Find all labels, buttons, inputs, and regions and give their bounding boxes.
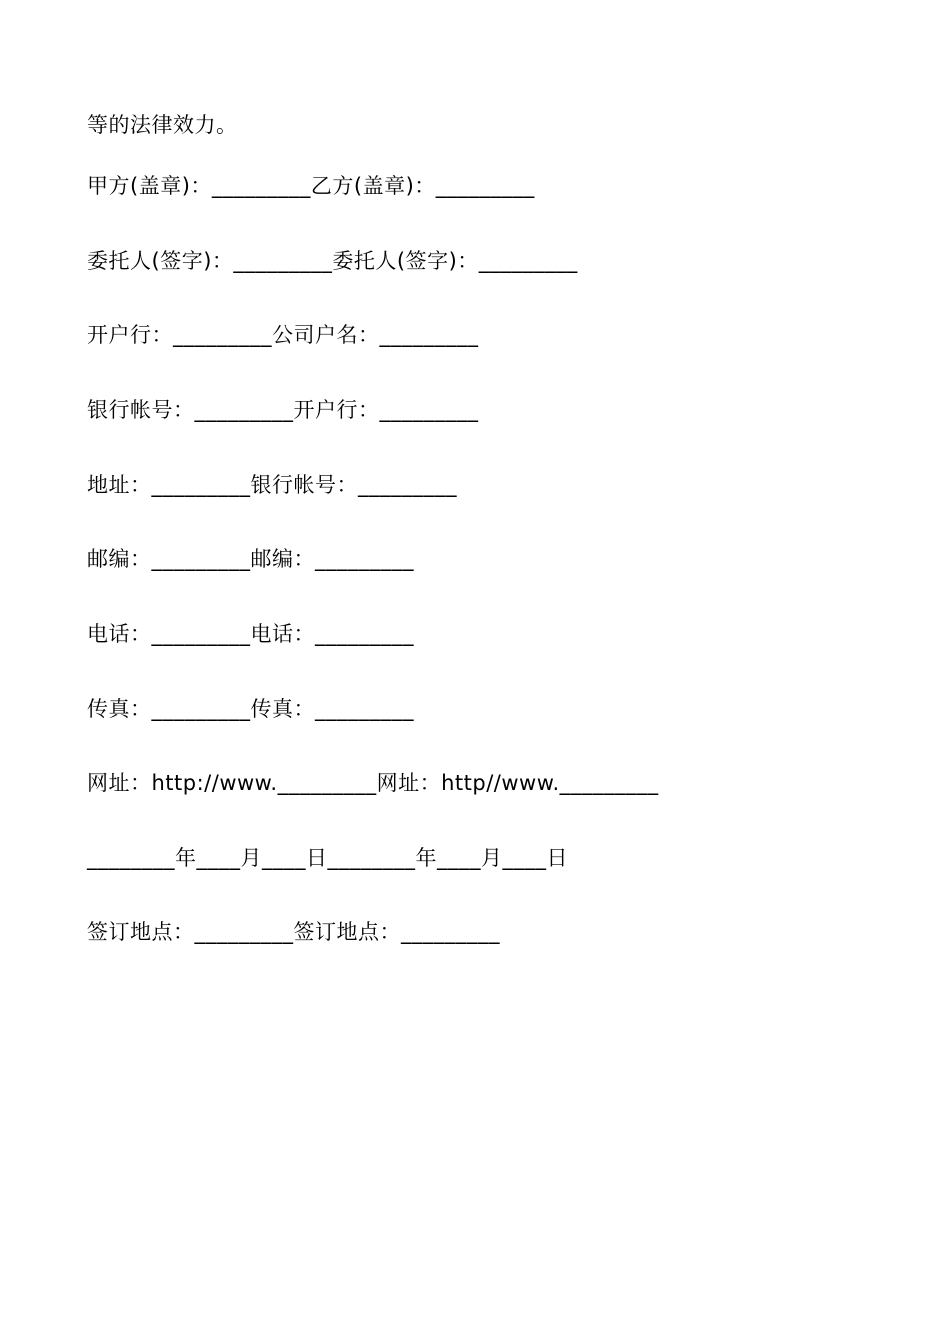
- signing-place-line: 签订地点：_________签订地点：_________: [87, 920, 500, 944]
- closing-text: 等的法律效力。: [87, 113, 238, 137]
- website-line: 网址：http://www._________网址：http//www._________: [87, 771, 659, 795]
- postcode-line: 邮编：_________邮编：_________: [87, 547, 414, 571]
- bank-number-line: 银行帐号：_________开户行：_________: [87, 398, 479, 422]
- date-line: ________年____月____日________年____月____日: [87, 846, 568, 870]
- seal-line: 甲方(盖章)：_________乙方(盖章)：_________: [87, 174, 535, 198]
- phone-line: 电话：_________电话：_________: [87, 622, 414, 646]
- fax-line: 传真：_________传真：_________: [87, 697, 414, 721]
- signatory-line: 委托人(签字)：_________委托人(签字)：_________: [87, 249, 578, 273]
- bank-account-name-line: 开户行：_________公司户名：_________: [87, 323, 479, 347]
- address-line: 地址：_________银行帐号：_________: [87, 473, 457, 497]
